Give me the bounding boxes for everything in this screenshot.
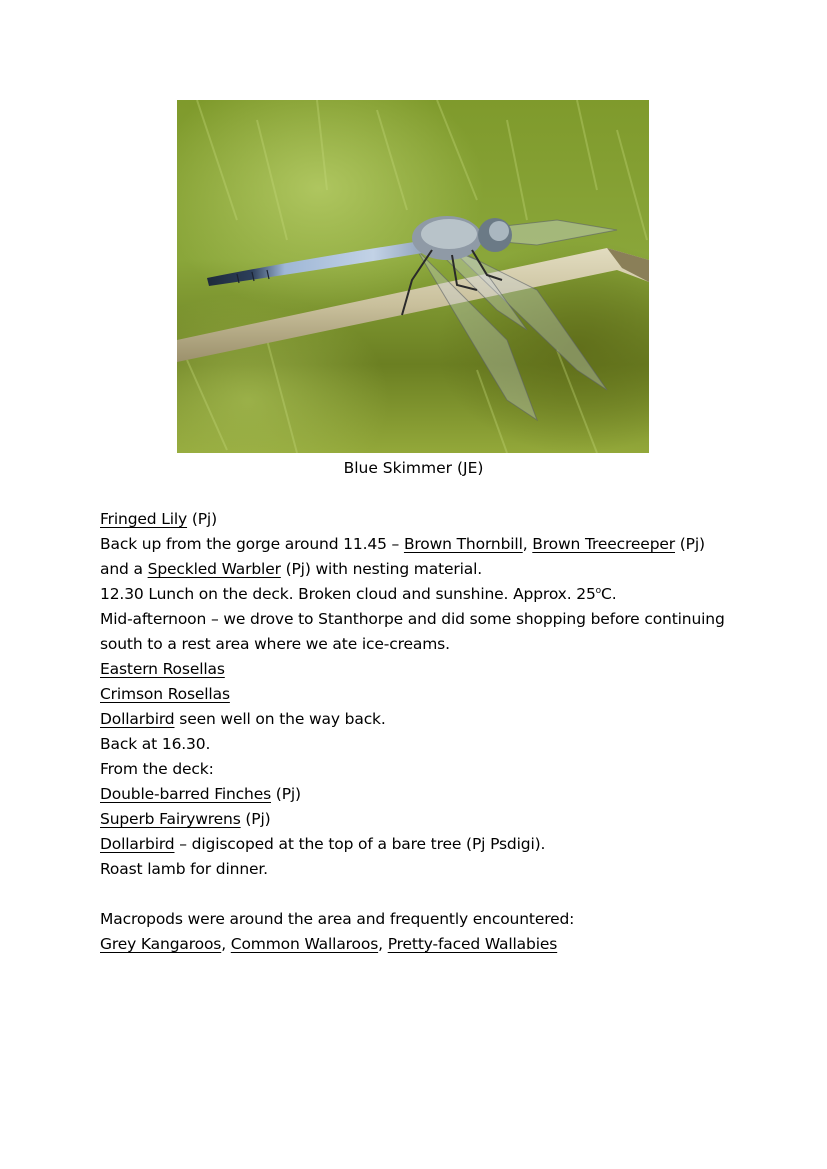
species-name: Eastern Rosellas xyxy=(100,660,225,678)
notes-text: 12.30 Lunch on the deck. Broken cloud and sunshine. Approx. 25 xyxy=(100,585,596,603)
species-name: Dollarbird xyxy=(100,710,175,728)
species-name: Crimson Rosellas xyxy=(100,685,230,703)
notes-line xyxy=(100,557,760,582)
photo-caption: Blue Skimmer (JE) xyxy=(343,459,484,477)
species-name: Common Wallaroos xyxy=(230,935,379,953)
notes-text: Back at 16.30. xyxy=(100,735,211,753)
species-name: Double-barred Finches xyxy=(100,785,272,803)
paragraph-gap xyxy=(100,882,760,907)
notes-text: and a xyxy=(100,560,148,578)
notes-text: (Pj) xyxy=(271,785,301,803)
species-name: Speckled Warbler xyxy=(147,560,281,578)
notes-line xyxy=(100,607,760,632)
notes-line xyxy=(100,532,760,557)
species-name: Pretty-faced Wallabies xyxy=(387,935,558,953)
notes-text: (Pj) xyxy=(240,810,271,828)
notes-line xyxy=(100,507,760,532)
notes-line xyxy=(100,782,760,807)
notes-line xyxy=(100,732,760,757)
notes-text: seen well on the way back. xyxy=(174,710,386,728)
notes-line xyxy=(100,707,760,732)
notes-text: (Pj) xyxy=(187,510,217,528)
notes-line xyxy=(100,907,760,932)
notes-text: From the deck: xyxy=(100,760,214,778)
notes-line xyxy=(100,682,760,707)
species-name: Grey Kangaroos xyxy=(100,935,222,953)
notes-line xyxy=(100,657,760,682)
dragonfly-photo-graphic xyxy=(177,100,649,453)
notes-text: – digiscoped at the top of a bare tree (Pj Psdigi). xyxy=(174,835,546,853)
notes-text: , xyxy=(221,935,231,953)
notes-text: Mid-afternoon – we drove to Stanthorpe and did some shopping before continuing xyxy=(100,610,725,628)
species-name: Fringed Lily xyxy=(100,510,188,528)
notes-line xyxy=(100,807,760,832)
trip-notes xyxy=(100,507,760,957)
notes-text: Back up from the gorge around 11.45 – xyxy=(100,535,404,553)
notes-text: C. xyxy=(601,585,617,603)
species-name: Dollarbird xyxy=(100,835,175,853)
notes-line xyxy=(100,857,760,882)
species-name: Brown Thornbill xyxy=(403,535,523,553)
notes-line xyxy=(100,632,760,657)
notes-text: (Pj) xyxy=(675,535,705,553)
species-name: Superb Fairywrens xyxy=(100,810,241,828)
notes-line xyxy=(100,832,760,857)
notes-line xyxy=(100,932,760,957)
notes-text: Macropods were around the area and frequently encountered: xyxy=(100,910,575,928)
species-name: Brown Treecreeper xyxy=(532,535,675,553)
degree-symbol: o xyxy=(595,585,602,596)
dragonfly-photo xyxy=(177,100,649,453)
notes-text: Roast lamb for dinner. xyxy=(100,860,268,878)
notes-text: , xyxy=(522,535,533,553)
notes-text: , xyxy=(378,935,388,953)
notes-line xyxy=(100,757,760,782)
notes-text: south to a rest area where we ate ice-creams. xyxy=(100,635,450,653)
notes-text: (Pj) with nesting material. xyxy=(280,560,483,578)
notes-line xyxy=(100,582,760,607)
